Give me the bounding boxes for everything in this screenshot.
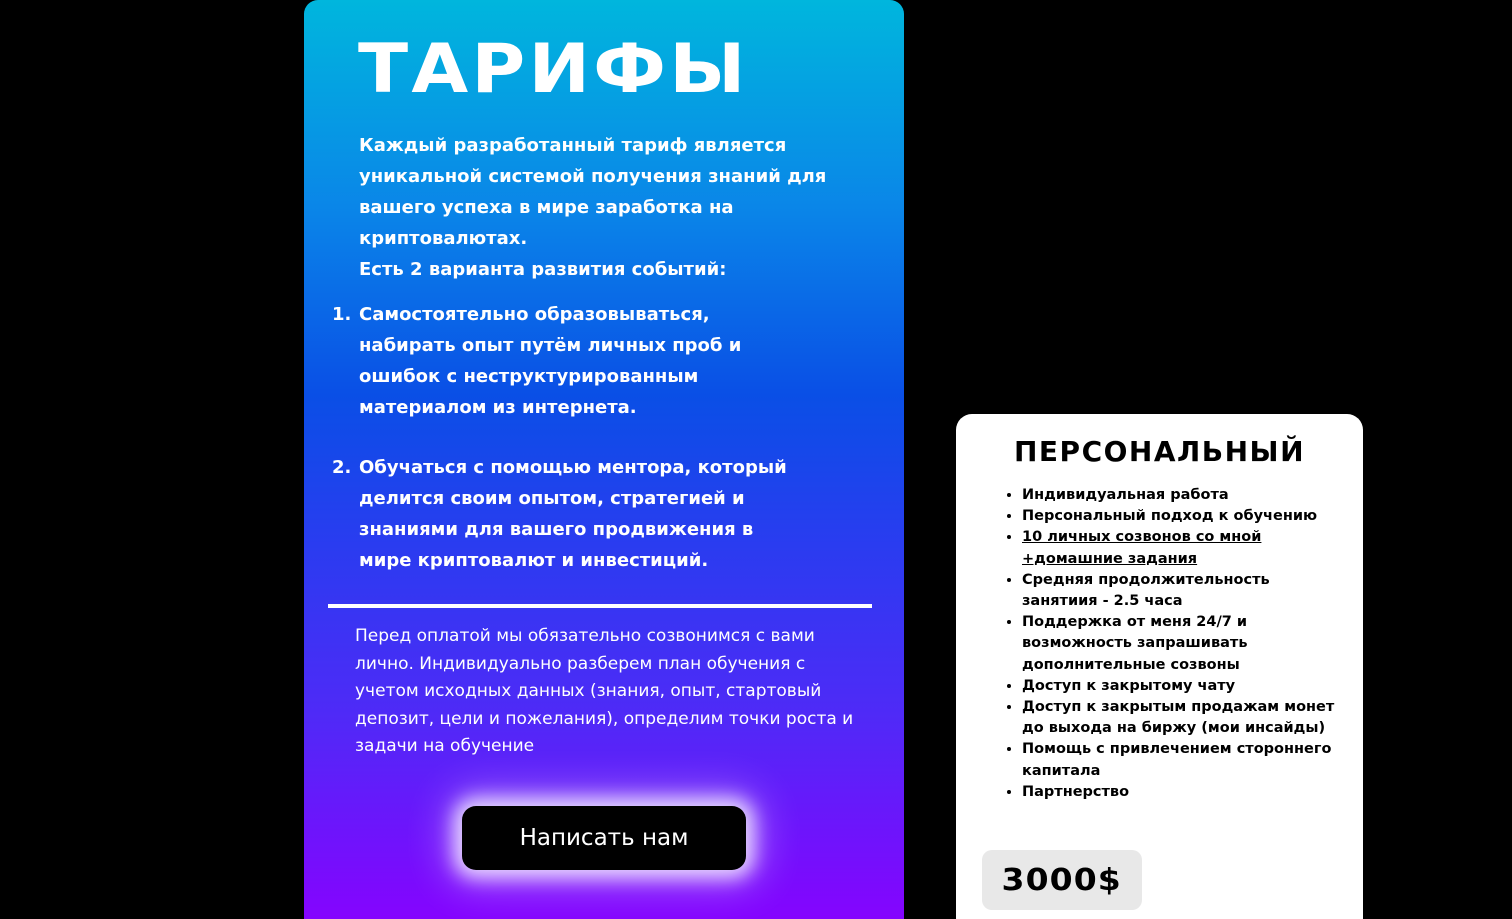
variant-number: 2. xyxy=(332,457,352,478)
feature-item xyxy=(1022,527,1342,569)
variant-number: 1. xyxy=(332,304,352,325)
feature-text: Партнерство xyxy=(1022,783,1130,800)
variant-text: Самостоятельно образовываться, набирать опыт путём личных проб и ошибок с неструктурированным материалом из интернета. xyxy=(359,304,742,418)
variant-text: Обучаться с помощью ментора, который делится своим опытом, стратегией и знаниями для вашего продвижения в мире криптовалют и инвестиций. xyxy=(359,457,787,571)
feature-item xyxy=(1022,782,1342,803)
personal-tariff-title: ПЕРСОНАЛЬНЫЙ xyxy=(1013,435,1305,468)
feature-item xyxy=(1022,612,1342,676)
tariffs-intro: Каждый разработанный тариф является уникальной системой получения знаний для вашего успеха в мире заработка на криптовалютах. xyxy=(359,135,827,249)
divider xyxy=(328,604,872,608)
call-note: Перед оплатой мы обязательно созвонимся с вами лично. Индивидуально разберем план обучения с учетом исходных данных (знания, опыт, стартовый депозит, цели и пожелания), определим точки роста и задачи на обучение xyxy=(355,626,854,756)
feature-text: Помощь с привлечением стороннего капитала xyxy=(1022,741,1332,779)
variant-item xyxy=(332,299,802,423)
feature-item xyxy=(1022,676,1342,697)
feature-list xyxy=(1002,485,1342,803)
tariffs-title: ТАРИФЫ xyxy=(358,30,749,109)
personal-tariff-card xyxy=(956,414,1363,919)
feature-text: Средняя продолжительность занятиия - 2.5 часа xyxy=(1022,571,1270,610)
feature-item xyxy=(1022,506,1342,527)
feature-text: Доступ к закрытому чату xyxy=(1022,677,1236,694)
variants-heading: Есть 2 варианта развития событий: xyxy=(359,259,727,280)
tariffs-panel xyxy=(304,0,904,919)
feature-text: Индивидуальная работа xyxy=(1022,487,1229,503)
write-us-button[interactable]: Написать нам xyxy=(462,806,746,870)
feature-text: 10 личных созвонов со мной +домашние задания xyxy=(1022,529,1262,567)
feature-item xyxy=(1022,739,1342,781)
price-badge xyxy=(982,850,1142,910)
feature-text: Поддержка от меня 24/7 и возможность запрашивать дополнительные созвоны xyxy=(1022,614,1248,673)
feature-item xyxy=(1022,697,1342,739)
feature-item xyxy=(1022,485,1342,506)
feature-text: Доступ к закрытым продажам монет до выхода на биржу (мои инсайды) xyxy=(1022,699,1335,737)
feature-text: Персональный подход к обучению xyxy=(1022,508,1318,525)
variant-item xyxy=(332,452,802,576)
feature-item xyxy=(1022,570,1342,612)
price: 3000$ xyxy=(1001,862,1123,898)
